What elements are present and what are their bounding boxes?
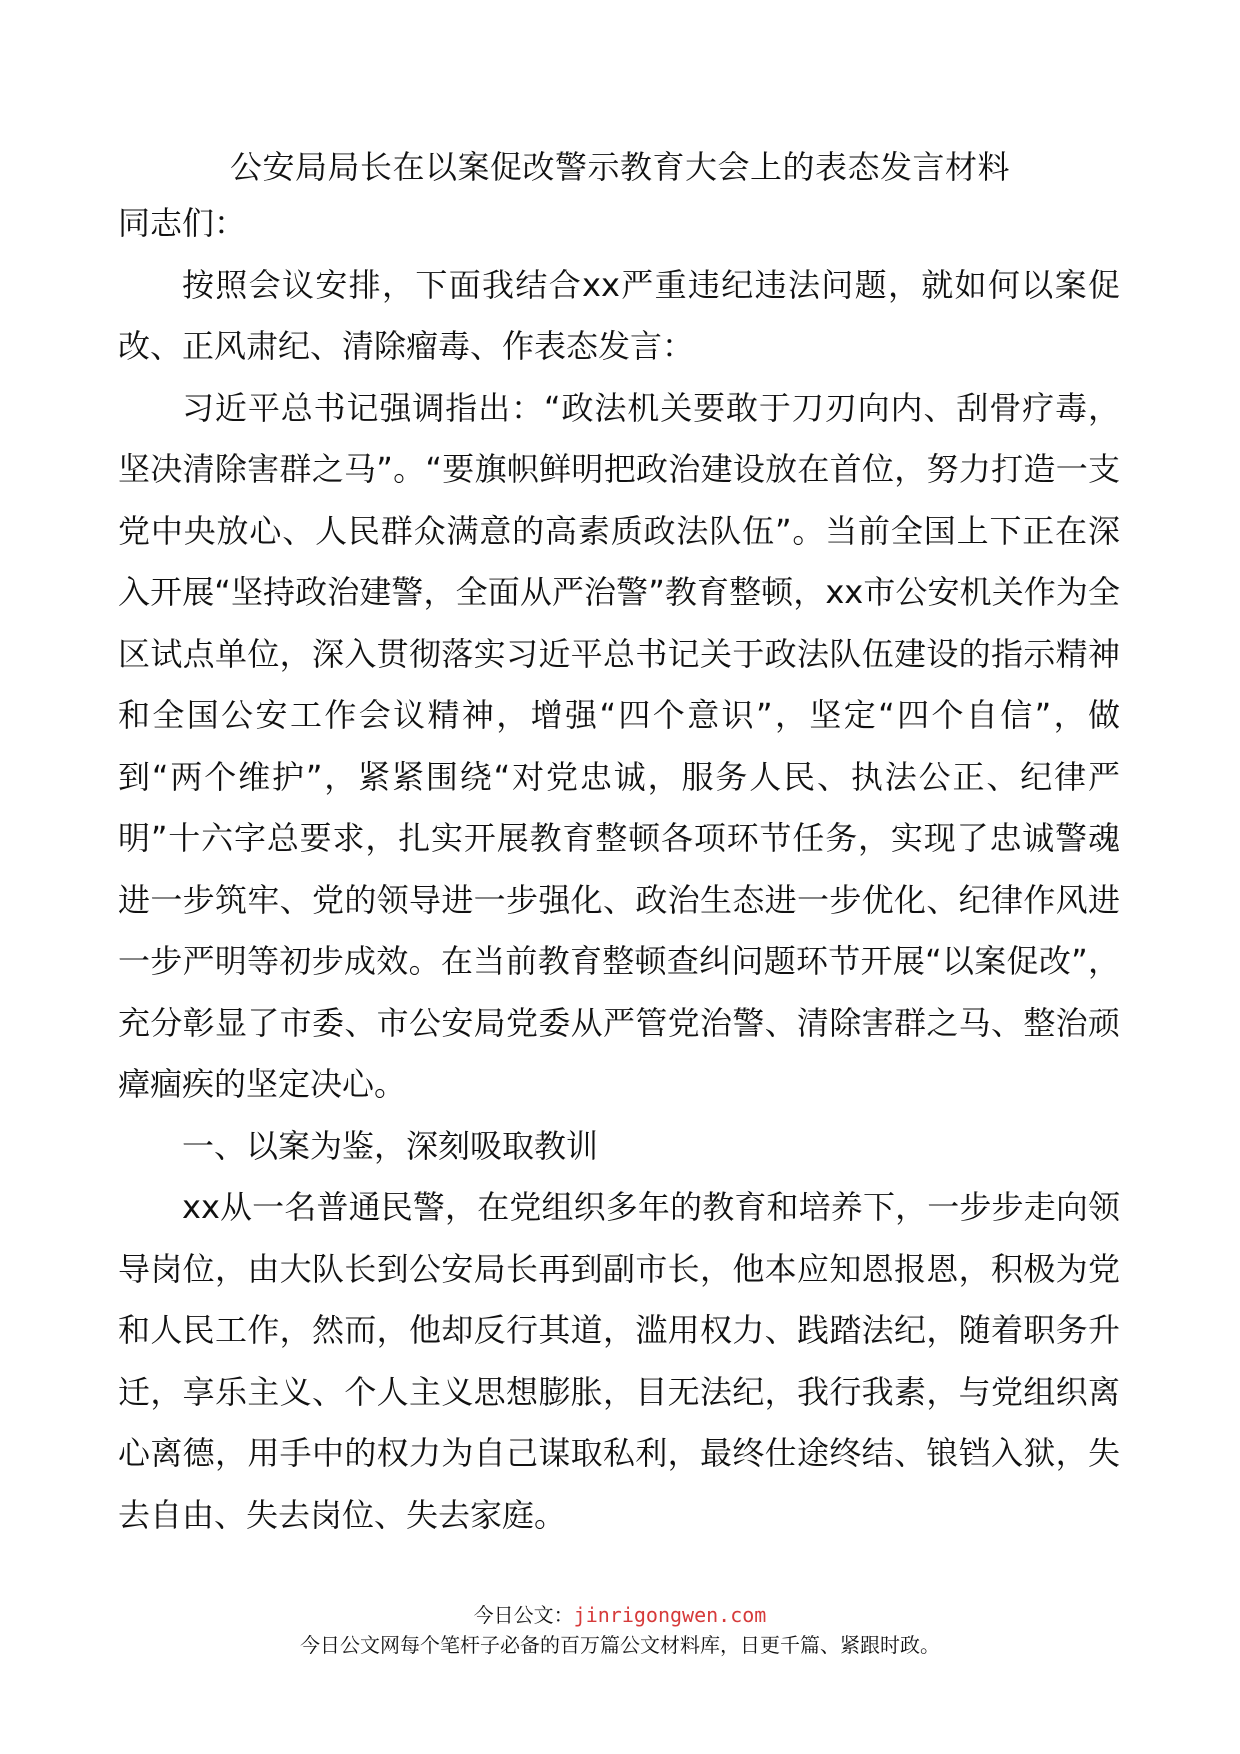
footer-site-link[interactable]: jinrigongwen.com [573,1603,767,1627]
footer-slogan: 今日公文网每个笔杆子必备的百万篇公文材料库，日更千篇、紧跟时政。 [300,1633,940,1657]
section-heading: 一、以案为鉴，深刻吸取教训 [182,1126,599,1165]
footer [0,1600,1240,1660]
document-body [118,193,1120,1546]
footer-site-label: 今日公文： [473,1603,574,1627]
salutation: 同志们： [118,204,247,242]
footer-site-line [0,1600,1240,1630]
paragraph-case: xx从一名普通民警，在党组织多年的教育和培养下，一步步走向领导岗位，由大队长到公安局长再到副市长，他本应知恩报恩，积极为党和人民工作，然而，他却反行其道，滥用权力、践踏法纪，随着职务升迁，享乐主义、个人主义思想膨胀，目无法纪，我行我素，与党组织离心离德，用手中的权力为自己谋取私利，最终仕途终结、锒铛入狱，失去自由、失去岗位、失去家庭。 [118,1188,1120,1534]
paragraph-intro: 按照会议安排，下面我结合xx严重违纪违法问题，就如何以案促改、正风肃纪、清除瘤毒、作表态发言： [118,265,1120,365]
document-title: 公安局局长在以案促改警示教育大会上的表态发言材料 [229,148,1010,186]
paragraph-quote: 习近平总书记强调指出：“政法机关要敢于刀刃向内、刮骨疗毒，坚决清除害群之马”。“要旗帜鲜明把政治建设放在首位，努力打造一支党中央放心、人民群众满意的高素质政法队伍”。当前全国上下正在深入开展“坚持政治建警，全面从严治警”教育整顿，xx市公安机关作为全区试点单位，深入贯彻落实习近平总书记关于政法队伍建设的指示精神和全国公安工作会议精神，增强“四个意识”，坚定“四个自信”，做到“两个维护”，紧紧围绕“对党忠诚，服务人民、执法公正、纪律严明”十六字总要求，扎实开展教育整顿各项环节任务，实现了忠诚警魂进一步筑牢、党的领导进一步强化、政治生态进一步优化、纪律作风进一步严明等初步成效。在当前教育整顿查纠问题环节开展“以案促改”，充分彰显了市委、市公安局党委从严管党治警、清除害群之马、整治顽瘴痼疾的坚定决心。 [118,388,1120,1103]
